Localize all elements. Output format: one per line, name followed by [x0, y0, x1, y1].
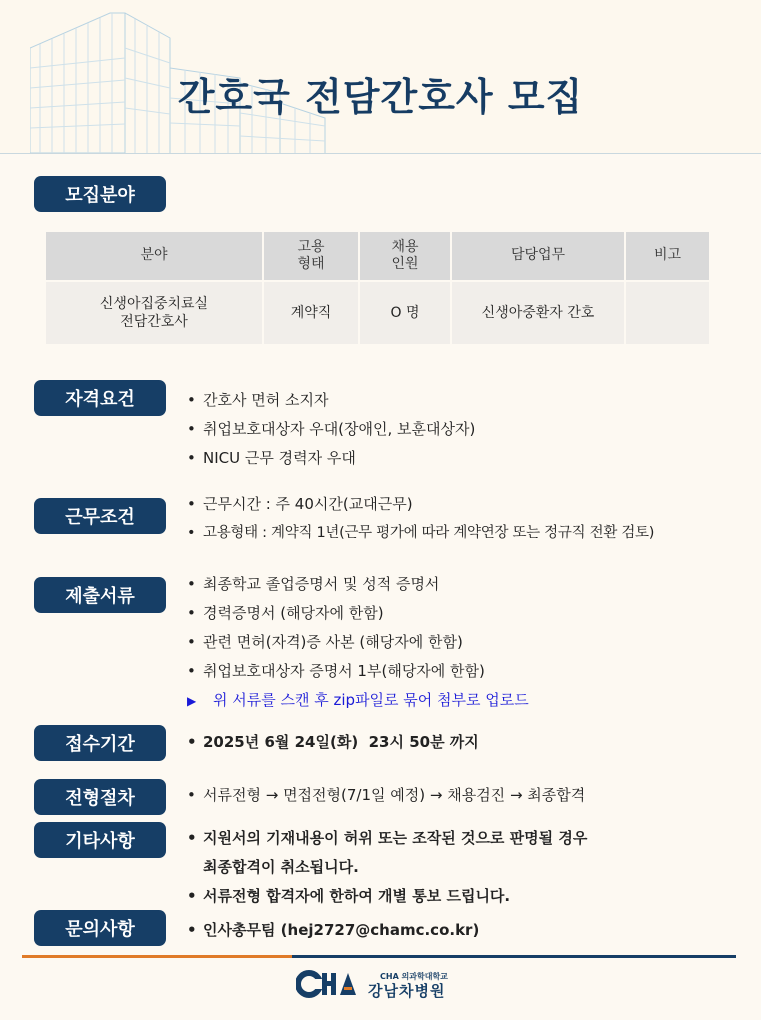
header-count: 채용 인원	[359, 231, 451, 281]
list-item: • 간호사 면허 소지자	[187, 391, 329, 409]
cell-type: 계약직	[263, 281, 359, 345]
cell-note	[625, 281, 710, 345]
section-label-field: 모집분야	[34, 176, 166, 212]
footer-line-navy	[292, 955, 736, 958]
section-label-documents: 제출서류	[34, 577, 166, 613]
section-label-conditions: 근무조건	[34, 498, 166, 534]
header-note: 비고	[625, 231, 710, 281]
list-item: • 서류전형 → 면접전형(7/1일 예정) → 채용검진 → 최종합격	[187, 786, 586, 804]
period-list	[187, 728, 479, 757]
list-item: • 관련 면허(자격)증 사본 (해당자에 한함)	[187, 633, 463, 651]
list-item: • 취업보호대상자 우대(장애인, 보훈대상자)	[187, 420, 476, 438]
list-item: • 고용형태 : 계약직 1년(근무 평가에 따라 계약연장 또는 정규직 전환 검토)	[187, 525, 655, 541]
list-item: • 취업보호대상자 증명서 1부(해당자에 한함)	[187, 662, 485, 680]
qualification-list	[187, 386, 475, 473]
contact-list	[187, 916, 479, 945]
header-duty: 담당업무	[451, 231, 625, 281]
list-item: • 서류전형 합격자에 한하여 개별 통보 드립니다.	[187, 887, 511, 905]
conditions-list	[187, 490, 654, 548]
list-item: • 경력증명서 (해당자에 한함)	[187, 604, 384, 622]
triangle-right-icon: ▶	[187, 694, 197, 708]
cell-field: 신생아집중치료실 전담간호사	[45, 281, 263, 345]
header-banner	[0, 0, 761, 154]
footer-line-orange	[22, 955, 292, 958]
process-list	[187, 781, 585, 810]
list-item: • 지원서의 기재내용이 허위 또는 조작된 것으로 판명될 경우	[187, 829, 588, 847]
upload-note: ▶ 위 서류를 스캔 후 zip파일로 묶어 첨부로 업로드	[187, 686, 529, 715]
header-field: 분야	[45, 231, 263, 281]
section-label-qualification: 자격요건	[34, 380, 166, 416]
table-header-row	[45, 231, 710, 281]
list-item: • NICU 근무 경력자 우대	[187, 449, 356, 467]
recruitment-table	[44, 230, 711, 346]
section-label-process: 전형절차	[34, 779, 166, 815]
page-title: 간호국 전담간호사 모집	[177, 75, 584, 119]
section-label-contact: 문의사항	[34, 910, 166, 946]
section-label-period: 접수기간	[34, 725, 166, 761]
list-item: • 근무시간 : 주 40시간(교대근무)	[187, 495, 413, 513]
list-item: 최종합격이 취소됩니다.	[203, 858, 359, 876]
etc-list	[187, 824, 587, 911]
list-item: • 2025년 6월 24일(화) 23시 50분 까지	[187, 733, 479, 751]
cell-count: O 명	[359, 281, 451, 345]
header-type: 고용 형태	[263, 231, 359, 281]
school-name: CHA 의과학대학교	[380, 972, 448, 981]
documents-list	[187, 570, 529, 715]
list-item: • 최종학교 졸업증명서 및 성적 증명서	[187, 575, 440, 593]
list-item: • 인사총무팀 (hej2727@chamc.co.kr)	[187, 921, 480, 939]
section-label-etc: 기타사항	[34, 822, 166, 858]
cell-duty: 신생아중환자 간호	[451, 281, 625, 345]
cha-logo-icon	[296, 970, 358, 998]
table-row	[45, 281, 710, 345]
hospital-name: 강남차병원	[368, 982, 446, 1000]
